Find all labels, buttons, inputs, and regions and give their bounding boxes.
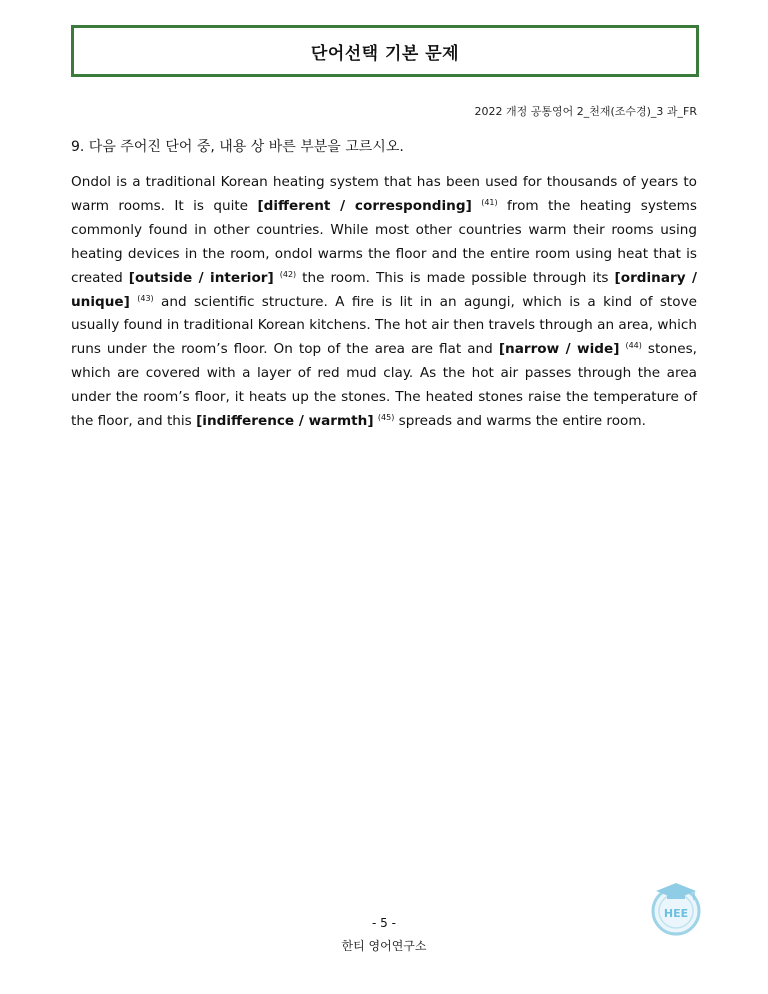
passage-text: Ondol is a traditional Korean heating system that has been used for thousands of years to warm rooms. It is quite <box>71 174 697 214</box>
title-box <box>71 25 699 77</box>
blank-number-43: (43) <box>137 293 154 303</box>
blank-number-41: (41) <box>481 197 498 207</box>
passage-text: the room. This is made possible through its <box>296 269 615 286</box>
choice-44[interactable]: [narrow / wide] <box>498 341 620 358</box>
blank-number-45: (45) <box>377 413 395 423</box>
passage <box>71 171 697 434</box>
page-title: 단어선택 기본 문제 <box>310 43 460 64</box>
logo-text: HEE <box>663 907 689 920</box>
passage-text: and scientific structure. A fire is lit in an agungi, which is a kind of stove usually found in traditional Korean kitchens. The hot air then travels through an area, which runs under the room’s floor. On top of the area are flat and <box>71 293 697 358</box>
choice-43[interactable]: [ordinary / unique] <box>71 269 697 310</box>
passage-text: stones, which are covered with a layer of red mud clay. As the hot air passes through the area under the room’s floor, it heats up the stones. The heated stones raise the temperature of the floor, and this <box>71 341 698 430</box>
question-prompt: 9. 다음 주어진 단어 중, 내용 상 바른 부분을 고르시오. <box>71 139 404 155</box>
page-number: - 5 - <box>372 916 396 930</box>
choice-42[interactable]: [outside / interior] <box>128 269 274 286</box>
footer-org: 한티 영어연구소 <box>341 939 427 953</box>
passage-text: spreads and warms the entire room. <box>394 413 646 430</box>
passage-text: from the heating systems commonly found in other countries. While most other countries warm their rooms using heating devices in the room, ondol warms the floor and the entire room using heat that is created <box>71 197 697 286</box>
choice-41[interactable]: [different / corresponding] <box>257 197 472 214</box>
course-subtitle: 2022 개정 공통영어 2_천재(조수경)_3 과_FR <box>474 105 697 118</box>
blank-number-44: (44) <box>625 341 642 351</box>
blank-number-42: (42) <box>279 269 297 279</box>
choice-45[interactable]: [indifference / warmth] <box>196 413 374 430</box>
